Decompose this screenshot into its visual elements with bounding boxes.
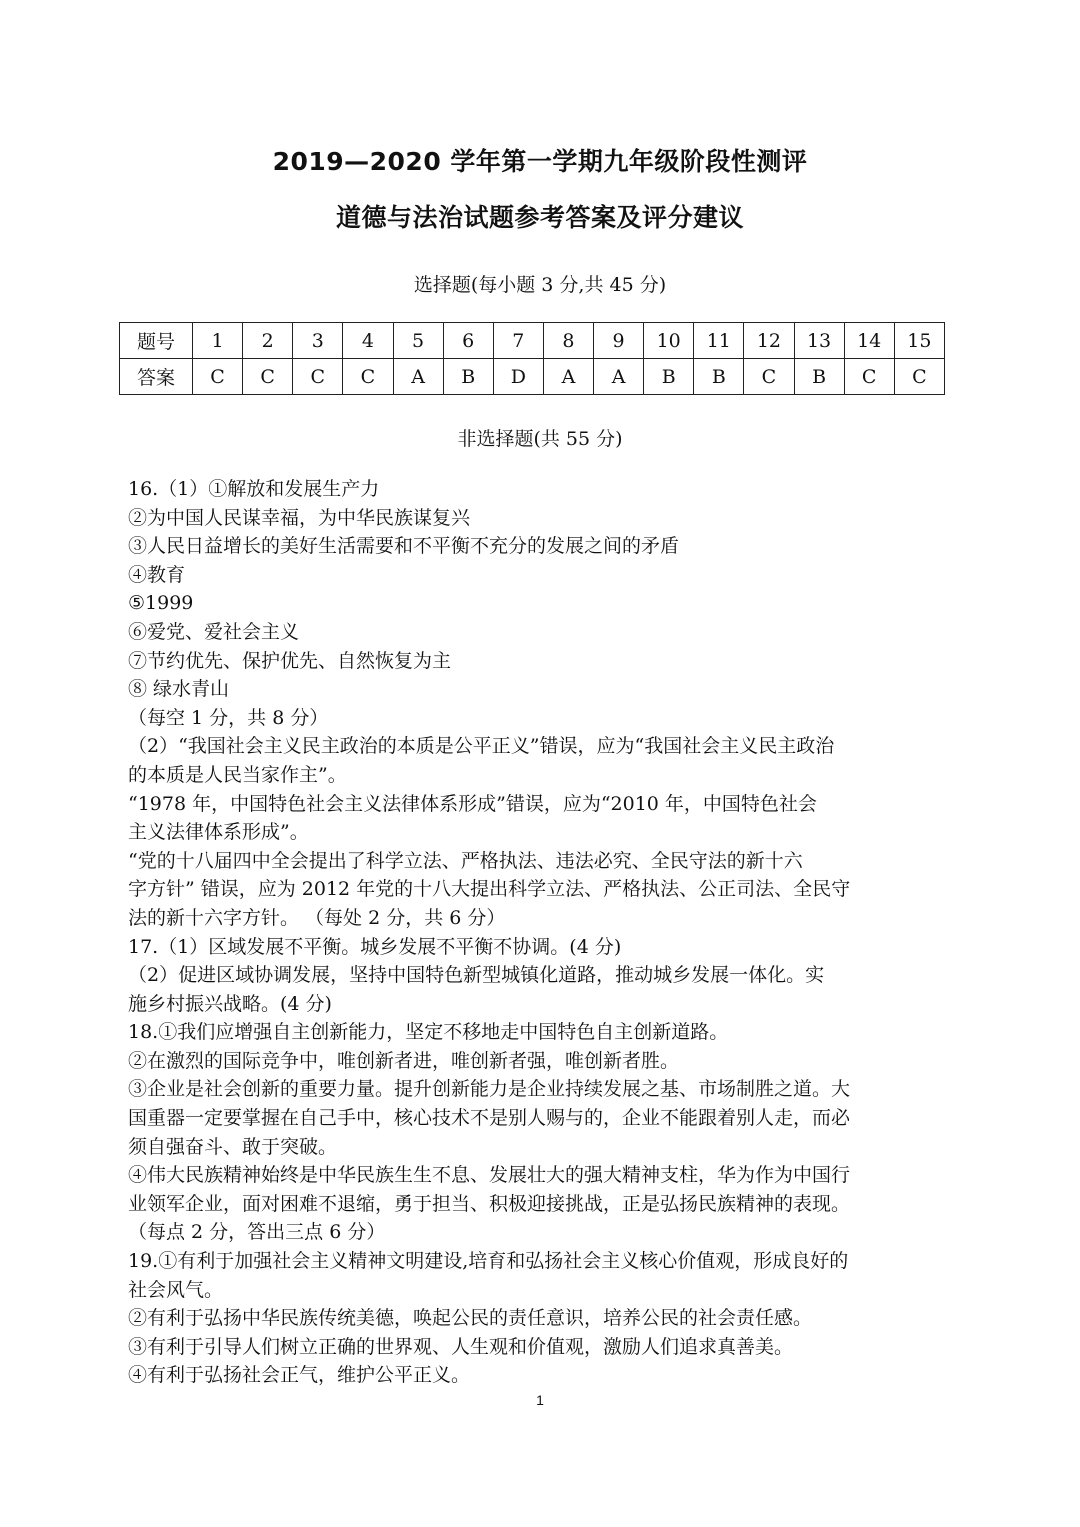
- answer-cell: A: [543, 359, 593, 395]
- answer-line: 社会风气。: [128, 1278, 224, 1301]
- answer-row: [120, 359, 945, 395]
- answer-line: 19.①有利于加强社会主义精神文明建设,培育和弘扬社会主义核心价值观，形成良好的: [128, 1250, 849, 1273]
- answer-cell: C: [844, 359, 894, 395]
- answer-line: 施乡村振兴战略。(4 分): [128, 992, 332, 1015]
- question-number: 11: [694, 323, 744, 359]
- answer-line: 国重器一定要掌握在自己手中，核心技术不是别人赐与的，企业不能跟着别人走，而必: [128, 1107, 851, 1130]
- question-number: 14: [844, 323, 894, 359]
- document-title: 2019—2020 学年第一学期九年级阶段性测评: [272, 147, 808, 176]
- question-number: 1: [193, 323, 243, 359]
- answer-line: 的本质是人民当家作主”。: [128, 763, 347, 786]
- answer-body: [128, 475, 958, 1390]
- answer-line: ④有利于弘扬社会正气，维护公平正义。: [128, 1364, 471, 1387]
- answer-cell: A: [393, 359, 443, 395]
- page-number: 1: [536, 1392, 544, 1408]
- answer-line: ⑦节约优先、保护优先、自然恢复为主: [128, 649, 452, 672]
- answer-cell: B: [794, 359, 844, 395]
- answer-line: “1978 年，中国特色社会主义法律体系形成”错误，应为“2010 年，中国特色社会: [128, 792, 817, 815]
- answer-line: 业领军企业，面对困难不退缩，勇于担当、积极迎接挑战，正是弘扬民族精神的表现。: [128, 1192, 851, 1215]
- answer-line: ④伟大民族精神始终是中华民族生生不息、发展壮大的强大精神支柱，华为作为中国行: [128, 1164, 851, 1187]
- answer-line: ②为中国人民谋幸福，为中华民族谋复兴: [128, 506, 471, 529]
- answer-table: [119, 322, 945, 395]
- answer-line: 主义法律体系形成”。: [128, 821, 309, 844]
- question-number: 5: [393, 323, 443, 359]
- question-number: 6: [443, 323, 493, 359]
- answer-line: ⑥爱党、爱社会主义: [128, 620, 300, 643]
- answer-cell: C: [293, 359, 343, 395]
- row-label-answer: 答案: [120, 359, 193, 395]
- answer-cell: B: [694, 359, 744, 395]
- answer-line: ③有利于引导人们树立正确的世界观、人生观和价值观，激励人们追求真善美。: [128, 1335, 794, 1358]
- answer-line: （2）“我国社会主义民主政治的本质是公平正义”错误，应为“我国社会主义民主政治: [128, 735, 835, 758]
- question-number: 2: [243, 323, 293, 359]
- answer-cell: D: [493, 359, 543, 395]
- answer-line: 法的新十六字方针。 （每处 2 分，共 6 分）: [128, 906, 506, 929]
- answer-line: （每空 1 分，共 8 分）: [128, 706, 329, 729]
- question-number: 4: [343, 323, 393, 359]
- answer-line: ③人民日益增长的美好生活需要和不平衡不充分的发展之间的矛盾: [128, 535, 680, 558]
- answer-cell: B: [443, 359, 493, 395]
- answer-cell: C: [744, 359, 794, 395]
- row-label-question: 题号: [120, 323, 193, 359]
- answer-cell: C: [343, 359, 393, 395]
- answer-line: 须自强奋斗、敢于突破。: [128, 1135, 338, 1158]
- answer-line: 字方针” 错误，应为 2012 年党的十八大提出科学立法、严格执法、公正司法、全民守: [128, 878, 851, 901]
- question-number: 3: [293, 323, 343, 359]
- answer-cell: C: [193, 359, 243, 395]
- answer-line: ②有利于弘扬中华民族传统美德，唤起公民的责任意识，培养公民的社会责任感。: [128, 1307, 813, 1330]
- answer-line: “党的十八届四中全会提出了科学立法、严格执法、违法必究、全民守法的新十六: [128, 849, 803, 872]
- choice-section-heading: 选择题(每小题 3 分,共 45 分): [413, 274, 667, 296]
- answer-line: ⑤1999: [128, 592, 194, 615]
- question-number: 8: [543, 323, 593, 359]
- question-number: 7: [493, 323, 543, 359]
- question-number: 15: [894, 323, 944, 359]
- answer-line: （2）促进区域协调发展，坚持中国特色新型城镇化道路，推动城乡发展一体化。实: [128, 964, 825, 987]
- answer-cell: B: [644, 359, 694, 395]
- answer-line: （每点 2 分，答出三点 6 分）: [128, 1221, 386, 1244]
- answer-line: ③企业是社会创新的重要力量。提升创新能力是企业持续发展之基、市场制胜之道。大: [128, 1078, 851, 1101]
- answer-line: ②在激烈的国际竞争中，唯创新者进，唯创新者强，唯创新者胜。: [128, 1049, 680, 1072]
- document-subtitle: 道德与法治试题参考答案及评分建议: [335, 203, 744, 232]
- question-number-row: [120, 323, 945, 359]
- answer-line: 18.①我们应增强自主创新能力，坚定不移地走中国特色自主创新道路。: [128, 1021, 729, 1044]
- answer-cell: C: [894, 359, 944, 395]
- question-number: 9: [594, 323, 644, 359]
- nonchoice-section-heading: 非选择题(共 55 分): [457, 428, 623, 450]
- question-number: 13: [794, 323, 844, 359]
- question-number: 12: [744, 323, 794, 359]
- answer-line: ⑧ 绿水青山: [128, 678, 230, 701]
- answer-cell: A: [594, 359, 644, 395]
- answer-cell: C: [243, 359, 293, 395]
- answer-line: 16.（1）①解放和发展生产力: [128, 478, 380, 500]
- question-number: 10: [644, 323, 694, 359]
- answer-line: ④教育: [128, 563, 186, 586]
- answer-line: 17.（1）区域发展不平衡。城乡发展不平衡不协调。(4 分): [128, 935, 622, 958]
